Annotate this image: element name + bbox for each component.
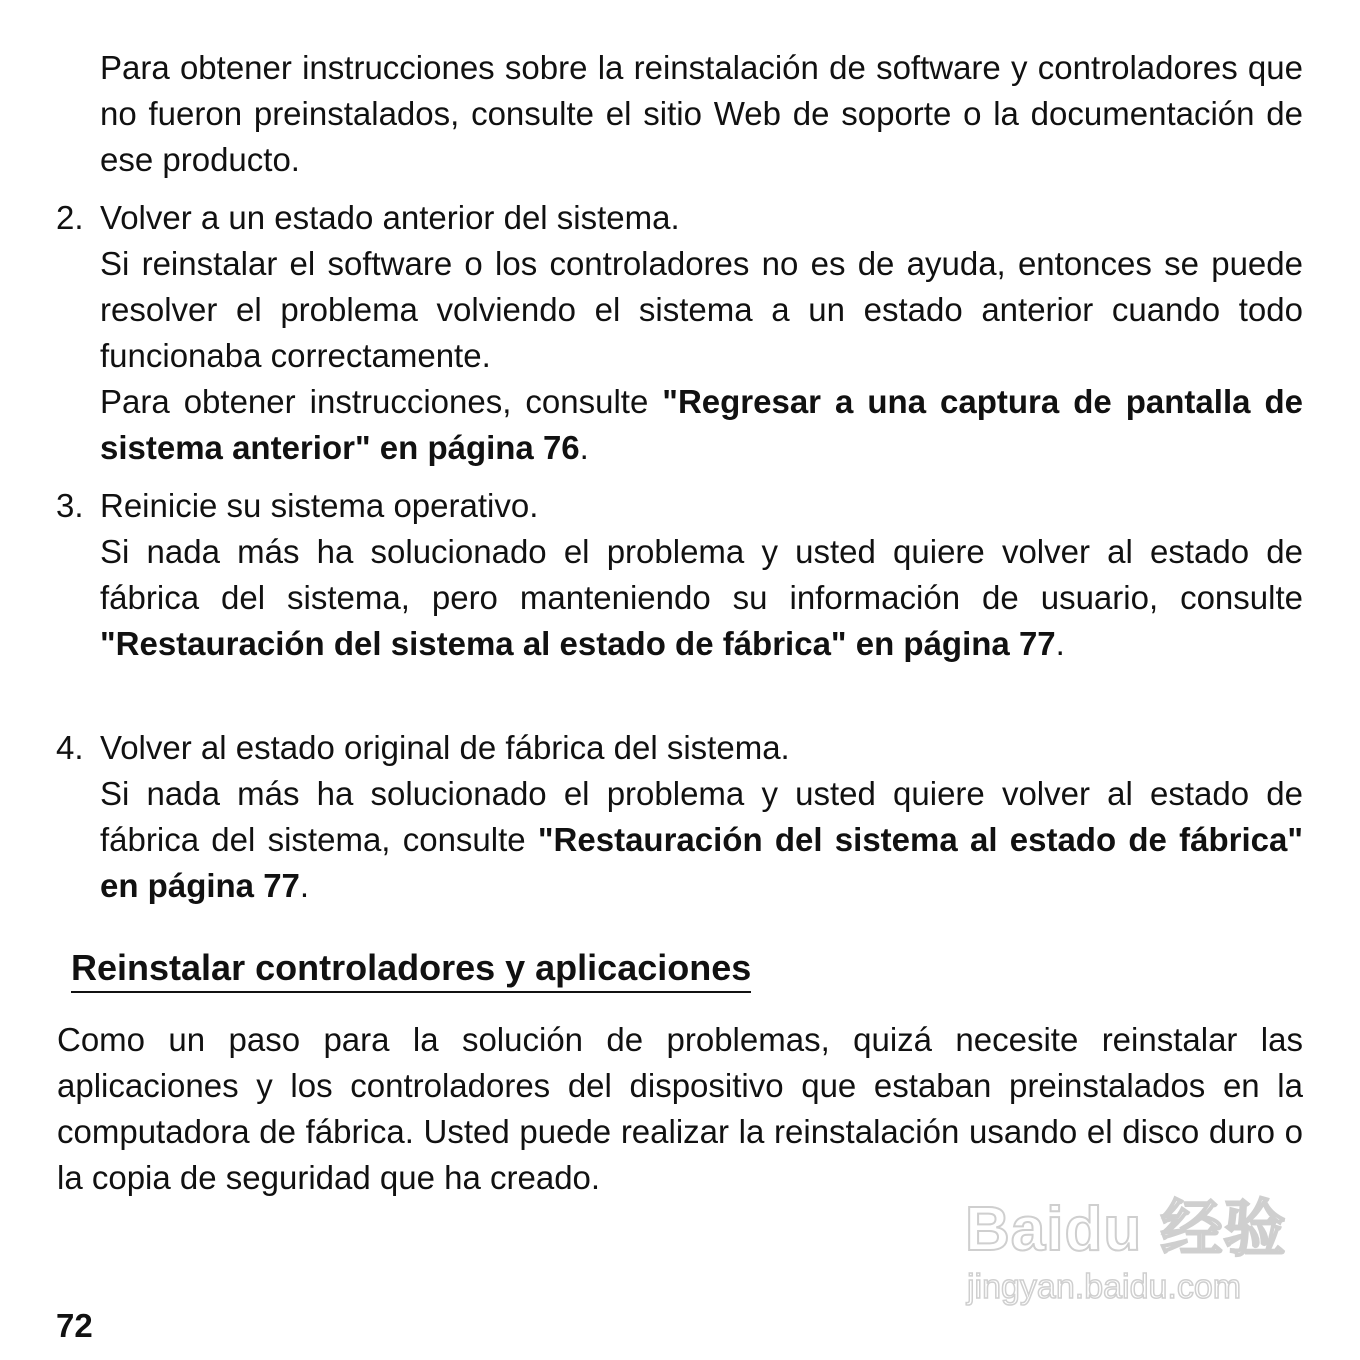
intro-paragraph: Para obtener instrucciones sobre la reinstalación de software y controladores que no fueron preinstalados, consulte el sitio Web de soporte o la documentación de ese producto. (100, 49, 1303, 178)
baidu-watermark (965, 1195, 1285, 1315)
list-item (56, 195, 1303, 471)
list-item (56, 725, 1303, 909)
watermark-url: jingyan.baidu.com (967, 1268, 1242, 1306)
reference-suffix: . (299, 867, 310, 904)
list-item-title: Volver a un estado anterior del sistema. (100, 199, 680, 236)
reference-suffix: . (1055, 625, 1065, 662)
section-paragraph: Como un paso para la solución de problemas, quizá necesite reinstalar las aplicaciones y los controladores del dispositivo que estaban preinstalados en la computadora de fábrica. Usted puede realizar la reinstalación usando el disco duro o la copia de seguridad que ha creado. (57, 1021, 1303, 1196)
list-item-reference (100, 379, 1303, 471)
description-text: Si nada más ha solucionado el problema y usted quiere volver al estado de fábrica del sistema, pero manteniendo su información de usuario, consulte (100, 533, 1303, 616)
page-number: 72 (56, 1307, 93, 1344)
list-number: 3. (56, 487, 84, 524)
reference-prefix: Para obtener instrucciones, consulte (100, 383, 663, 420)
list-item-title: Volver al estado original de fábrica del sistema. (100, 729, 790, 766)
list-item-title: Reinicie su sistema operativo. (100, 487, 539, 524)
description-text: Si nada más ha solucionado el problema y usted quiere volver al estado de fábrica del sistema, consulte (100, 775, 1303, 858)
list-number: 2. (56, 199, 84, 236)
reference-link[interactable]: "Regresar a una captura de pantalla de sistema anterior" en página 76 (100, 383, 1303, 466)
reference-link[interactable]: "Restauración del sistema al estado de fábrica" en página 77 (100, 625, 1056, 662)
list-item (56, 483, 1303, 667)
list-item-description (100, 529, 1303, 667)
list-number: 4. (56, 729, 84, 766)
watermark-logo: Baidu 经验 (965, 1195, 1287, 1264)
reference-link[interactable]: "Restauración del sistema al estado de fábrica" en página 77 (100, 821, 1303, 904)
reference-suffix: . (579, 429, 589, 466)
section-heading: Reinstalar controladores y aplicaciones (71, 945, 751, 993)
list-item-description: Si reinstalar el software o los controladores no es de ayuda, entonces se puede resolver el problema volviendo el sistema a un estado anterior cuando todo funcionaba correctamente. (100, 245, 1303, 374)
list-item-description (100, 771, 1303, 909)
